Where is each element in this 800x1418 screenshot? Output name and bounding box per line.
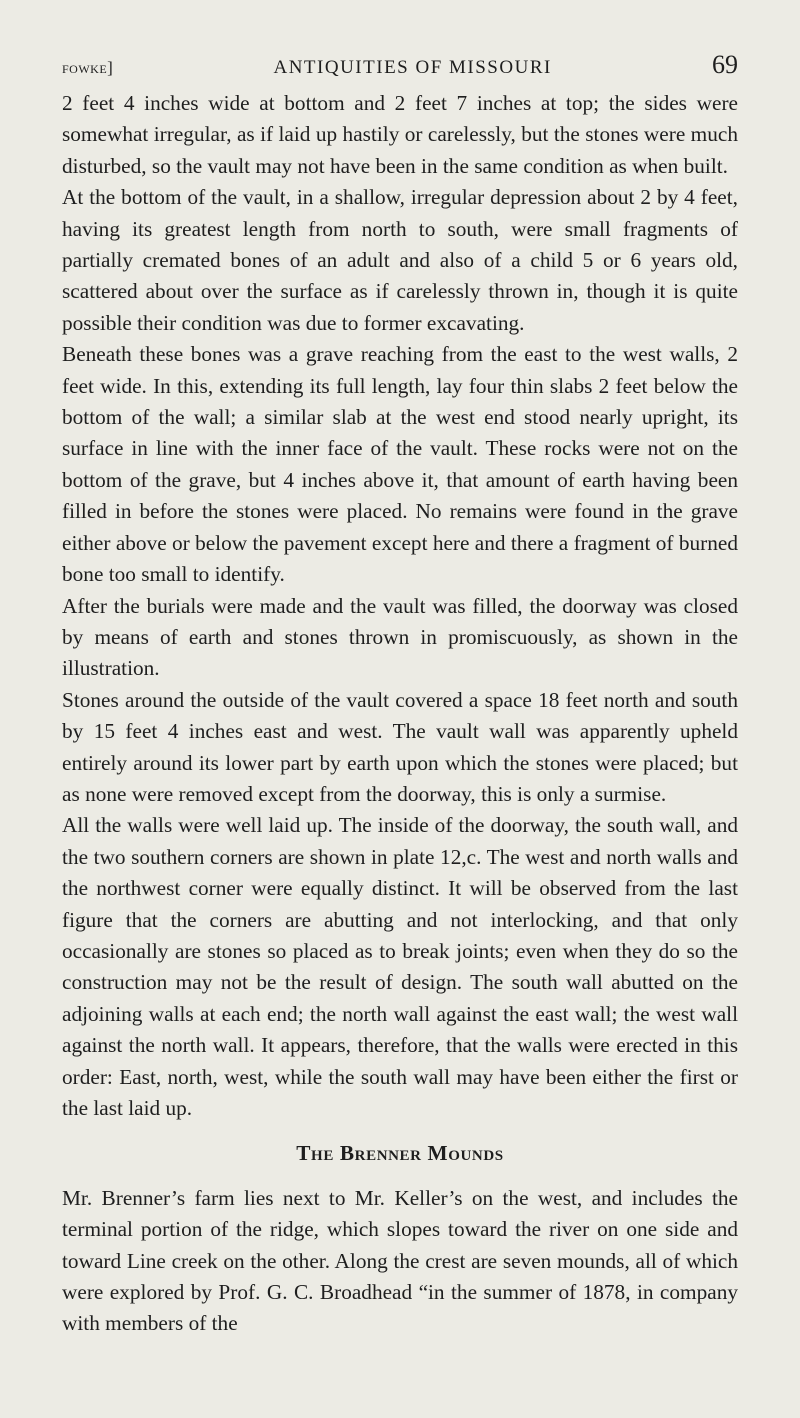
section-heading: The Brenner Mounds: [296, 1141, 504, 1166]
page-body: [62, 88, 738, 1340]
paragraph-outside-stones: Stones around the outside of the vault covered a space 18 feet north and south by 15 feet 4 inches east and west. The vault wall was apparently upheld entirely around its lower part by earth upon which the stones were placed; but as none were removed except from the doorway, this is only a surmise.: [62, 687, 738, 806]
paragraph-brenner-farm: Mr. Brenner’s farm lies next to Mr. Keller’s on the west, and includes the terminal portion of the ridge, which slopes toward the river on one side and toward Line creek on the other. Along the crest are seven mounds, all of which were explored by Prof. G. C. Broadhead “in the summer of 1878, in company with members of the: [62, 1185, 738, 1336]
paragraph-walls: All the walls were well laid up. The inside of the doorway, the south wall, and the two southern corners are shown in plate 12,c. The west and north walls and the northwest corner were equally distinct. It will be observed from the last figure that the corners are abutting and not interlocking, and that only occasionally are stones so placed as to break joints; even when they do so the construction may not be the result of design. The south wall abutted on the adjoining walls at each end; the north wall against the east wall; the west wall against the north wall. It appears, therefore, that the walls were erected in this order: East, north, west, while the south wall may have been either the first or the last laid up.: [62, 813, 738, 1120]
running-head-title: ANTIQUITIES OF MISSOURI: [273, 57, 552, 78]
paragraph-cremated-bones: At the bottom of the vault, in a shallow, irregular depression about 2 by 4 feet, having its greatest length from north to south, were small fragments of partially cremated bones of an adult and also of a child 5 or 6 years old, scattered about over the surface as if carelessly thrown in, though it is quite possible their condition was due to former excavating.: [62, 185, 738, 335]
running-head: [62, 50, 738, 86]
paragraph-grave: Beneath these bones was a grave reaching from the east to the west walls, 2 feet wide. In this, extending its full length, lay four thin slabs 2 feet below the bottom of the wall; a similar slab at the west end stood nearly upright, its surface in line with the inner face of the vault. These rocks were not on the bottom of the grave, but 4 inches above it, that amount of earth having been filled in before the stones were placed. No remains were found in the grave either above or below the pavement except here and there a fragment of burned bone too small to identify.: [62, 342, 738, 587]
page-number: 69: [711, 50, 738, 79]
running-head-author: fowke]: [62, 58, 114, 77]
paragraph-vault-dimensions: 2 feet 4 inches wide at bottom and 2 feet 7 inches at top; the sides were somewhat irregular, as if laid up hastily or carelessly, but the stones were much disturbed, so the vault may not have been in the same condition as when built.: [62, 91, 738, 178]
paragraph-doorway-closed: After the burials were made and the vault was filled, the doorway was closed by means of earth and stones thrown in promiscuously, as shown in the illustration.: [62, 593, 738, 681]
